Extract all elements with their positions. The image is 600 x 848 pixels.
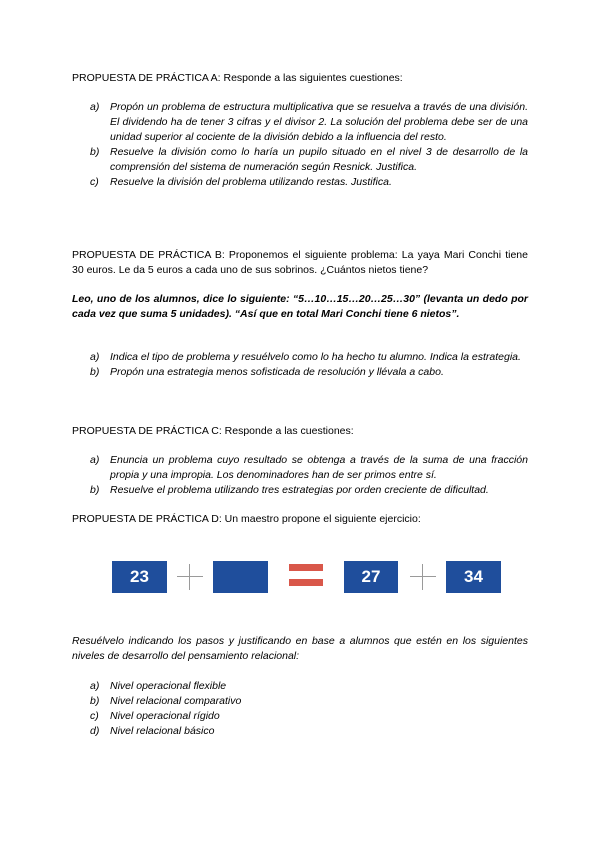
list-marker: b) — [90, 366, 100, 378]
list-marker: c) — [90, 710, 99, 722]
list-marker: b) — [90, 484, 100, 496]
list-item — [90, 453, 528, 483]
list-item-text: Resuelve el problema utilizando tres estrategias por orden creciente de dificultad. — [110, 484, 489, 496]
equation-box-fourth: 34 — [446, 561, 501, 593]
list-item — [90, 694, 528, 709]
practice-c-list — [90, 453, 528, 498]
list-marker: d) — [90, 725, 100, 737]
plus-sign-icon — [175, 562, 205, 592]
list-marker: c) — [90, 176, 99, 188]
list-item-text: Nivel operacional flexible — [110, 680, 227, 692]
list-item — [90, 175, 528, 190]
practice-b-quote: Leo, uno de los alumnos, dice lo siguiente: “5…10…15…20…25…30” (levanta un dedo por cada vez que suma 5 unidades). “Así que en total Mari Conchi tiene 6 nietos”. — [72, 293, 528, 320]
list-marker: b) — [90, 146, 100, 158]
practice-d-list — [90, 679, 528, 739]
practice-a-heading: PROPUESTA DE PRÁCTICA A: Responde a las siguientes cuestiones: — [72, 72, 403, 84]
list-item-text: Resuelve la división como lo haría un pupilo situado en el nivel 3 de desarrollo de la comprensión del sistema de numeración según Resnick. Justifica. — [110, 146, 528, 173]
list-item — [90, 724, 528, 739]
list-marker: a) — [90, 454, 100, 466]
list-item — [90, 100, 528, 145]
plus-sign-icon — [408, 562, 438, 592]
list-item — [90, 679, 528, 694]
list-item-text: Nivel relacional básico — [110, 725, 215, 737]
list-item — [90, 145, 528, 175]
practice-b-heading: PROPUESTA DE PRÁCTICA B: Proponemos el siguiente problema: La yaya Mari Conchi tiene 30 euros. Le da 5 euros a cada uno de sus sobrinos. ¿Cuántos nietos tiene? — [72, 249, 528, 276]
equals-bar-top — [289, 564, 323, 571]
list-marker: b) — [90, 695, 100, 707]
equals-bar-bottom — [289, 579, 323, 586]
practice-b-list — [90, 350, 528, 380]
equation-box-first: 23 — [112, 561, 167, 593]
equation-box-third: 27 — [344, 561, 398, 593]
list-item-text: Nivel relacional comparativo — [110, 695, 242, 707]
list-item-text: Resuelve la división del problema utilizando restas. Justifica. — [110, 176, 392, 188]
list-item — [90, 709, 528, 724]
practice-d-heading: PROPUESTA DE PRÁCTICA D: Un maestro propone el siguiente ejercicio: — [72, 513, 421, 525]
equals-sign-icon — [289, 564, 323, 589]
list-marker: a) — [90, 101, 100, 113]
list-item — [90, 350, 528, 365]
list-item — [90, 483, 528, 498]
equation-box-blank — [213, 561, 268, 593]
list-item-text: Propón una estrategia menos sofisticada de resolución y llévala a cabo. — [110, 366, 444, 378]
list-item — [90, 365, 528, 380]
list-item-text: Enuncia un problema cuyo resultado se obtenga a través de la suma de una fracción propia y una impropia. Los denominadores han de ser primos entre sí. — [110, 454, 528, 481]
list-marker: a) — [90, 680, 100, 692]
list-marker: a) — [90, 351, 100, 363]
list-item-text: Indica el tipo de problema y resuélvelo como lo ha hecho tu alumno. Indica la estrategia. — [110, 351, 521, 363]
list-item-text: Propón un problema de estructura multiplicativa que se resuelva a través de una división. El dividendo ha de tener 3 cifras y el divisor 2. La solución del problema debe ser de una unidad superior al cociente de la división debido a la influencia del resto. — [110, 101, 528, 143]
practice-a-list — [90, 100, 528, 190]
practice-c-heading: PROPUESTA DE PRÁCTICA C: Responde a las cuestiones: — [72, 425, 354, 437]
list-item-text: Nivel operacional rígido — [110, 710, 220, 722]
practice-d-instruction: Resuélvelo indicando los pasos y justificando en base a alumnos que estén en los siguientes niveles de desarrollo del pensamiento relacional: — [72, 635, 528, 662]
